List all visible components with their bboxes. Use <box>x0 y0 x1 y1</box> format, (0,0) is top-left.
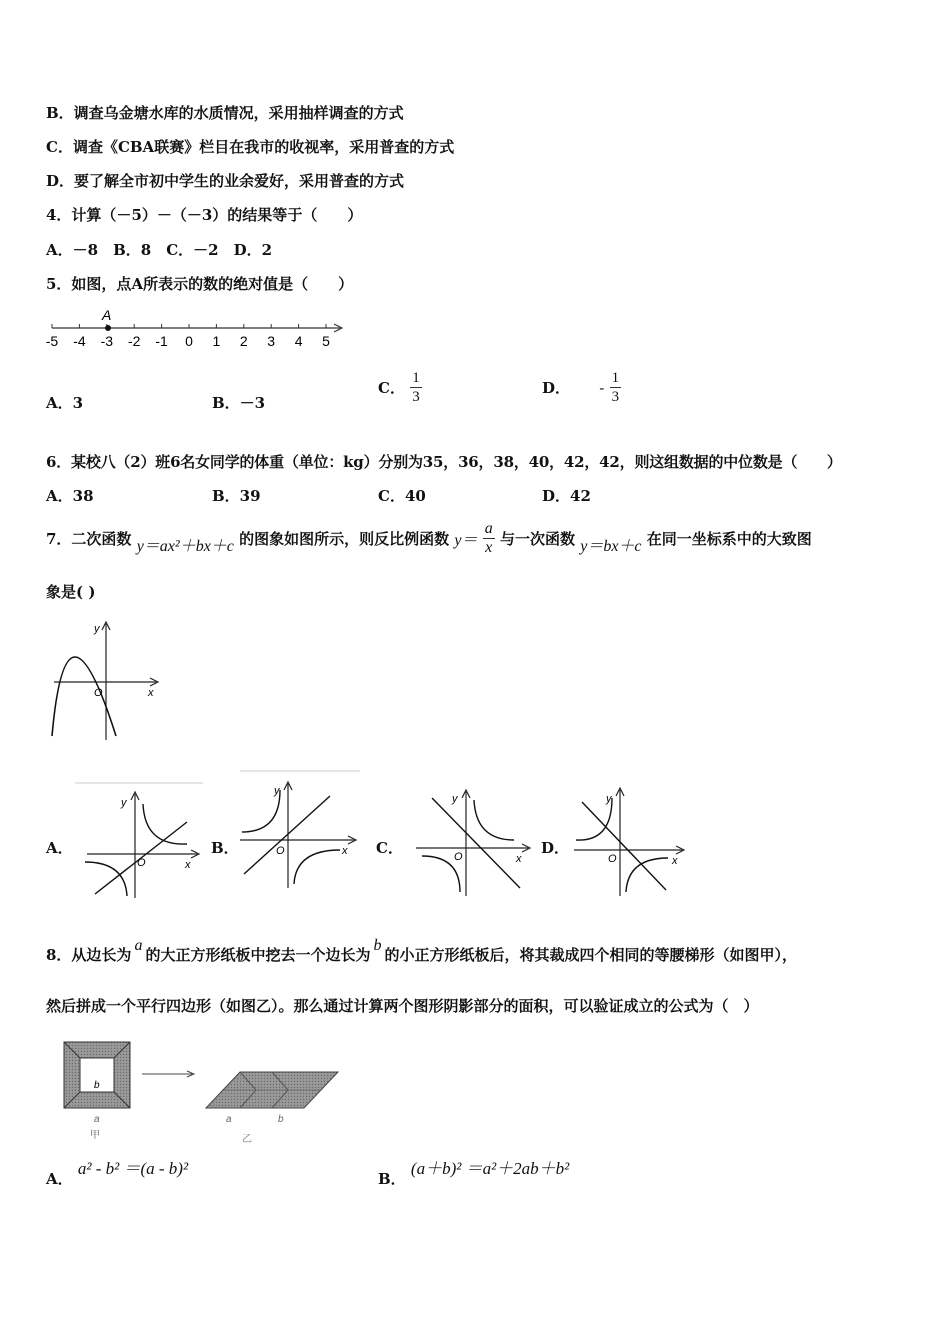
q6-option-a: A．38 <box>46 487 94 505</box>
x-axis-label: x <box>185 859 191 871</box>
point-a-dot <box>105 325 111 331</box>
q5-option-b: B．－3 <box>212 394 266 412</box>
number-line-tick-label: 4 <box>294 333 303 349</box>
q3-option-d: D．要了解全市初中学生的业余爱好，采用普查的方式 <box>46 172 405 190</box>
q6-stem: 6．某校八（2）班6名女同学的体重（单位：kg）分别为35，36，38，40，42，42，则这组数据的中位数是（ ） <box>46 453 842 471</box>
label-b: b <box>94 1080 100 1091</box>
number-line-tick-label: -4 <box>73 333 86 349</box>
label-yi: 乙 <box>242 1134 252 1145</box>
q7-formula-inverse-left: y＝ <box>454 532 478 549</box>
fraction-denominator: 3 <box>611 389 620 405</box>
number-line-tick-label: -2 <box>127 333 141 349</box>
label-a: a <box>94 1114 100 1125</box>
q5-stem: 5．如图，点A所表示的数的绝对值是（ ） <box>46 275 354 293</box>
linear-line <box>582 802 666 890</box>
q3-option-c: C．调查《CBA联赛》栏目在我市的收视率，采用普查的方式 <box>46 138 455 156</box>
q5-option-d-sign: - <box>599 378 605 397</box>
q8-stem-line1 <box>46 937 797 965</box>
label-jia: 甲 <box>90 1130 100 1141</box>
q5-option-a: A．3 <box>46 394 84 412</box>
fraction-numerator: a <box>484 520 493 537</box>
number-line-tick-label: 5 <box>322 333 330 349</box>
q7-formula-linear: y＝bx＋c <box>580 538 642 555</box>
q7-option-b-label: B． <box>211 839 239 857</box>
q5-number-line <box>40 300 360 360</box>
fraction-denominator: 3 <box>412 389 420 405</box>
q7-parabola-graph <box>46 618 166 743</box>
q7-stem-part3: 与一次函数 <box>499 530 575 548</box>
hyperbola-branch-lower <box>294 850 340 884</box>
q6-option-d: D．42 <box>542 487 591 505</box>
q8-stem-part2: 的大正方形纸板中挖去一个边长为 <box>145 946 371 964</box>
q8-stem-part3: 的小正方形纸板后，将其裁成四个相同的等腰梯形（如图甲）， <box>384 946 797 964</box>
origin-label: O <box>276 845 285 857</box>
q5-option-c <box>378 369 422 406</box>
q7-formula-quadratic: y＝ax²＋bx＋c <box>136 538 234 555</box>
q7-stem-part1: 7．二次函数 <box>46 530 132 548</box>
origin-label: O <box>137 857 146 869</box>
hyperbola-branch-lower <box>626 858 668 892</box>
q8-option-b-formula: (a＋b)² ＝a²＋2ab＋b² <box>410 1159 570 1178</box>
q6-option-b: B．39 <box>212 487 261 505</box>
q7-stem-part2: 的图象如图所示，则反比例函数 <box>239 530 450 548</box>
y-axis-label: y <box>121 797 127 809</box>
fraction-numerator: 1 <box>412 370 420 386</box>
origin-label: O <box>454 851 463 863</box>
number-line-tick-label: 1 <box>212 333 221 349</box>
q7-stem-part4: 在同一坐标系中的大致图 <box>646 530 812 548</box>
number-line-tick-label: -5 <box>45 333 59 349</box>
q7-option-c-label: C． <box>376 839 403 857</box>
origin-label: O <box>608 853 617 865</box>
q4-options: A．－8 B．8 C．－2 D．2 <box>46 241 273 259</box>
fraction-numerator: 1 <box>611 370 620 386</box>
q8-option-b-label: B． <box>378 1170 406 1188</box>
q7-option-a-label: A． <box>46 839 73 857</box>
number-line-tick-label: 3 <box>267 333 276 349</box>
q7-option-c-graph <box>410 782 540 900</box>
label-a: a <box>226 1114 232 1125</box>
hyperbola-branch-upper <box>143 804 187 844</box>
q8-option-a-formula: a² - b² ＝(a - b)² <box>77 1159 189 1178</box>
x-axis-label: x <box>516 853 522 865</box>
q7-option-d-label: D． <box>541 839 570 857</box>
y-axis-label: y <box>94 623 100 635</box>
y-axis-label: y <box>274 785 280 797</box>
q5-option-c-fraction <box>410 369 422 406</box>
q3-option-b: B．调查乌金塘水库的水质情况，采用抽样调查的方式 <box>46 104 404 122</box>
q8-option-b <box>378 1159 570 1189</box>
x-axis-label: x <box>672 855 678 867</box>
q7-formula-inverse-fraction <box>483 520 495 557</box>
q5-option-c-label: C． <box>378 379 405 397</box>
q8-option-a <box>46 1159 189 1189</box>
q8-stem-line2: 然后拼成一个平行四边形（如图乙）。那么通过计算两个图形阴影部分的面积，可以验证成立的公式为（ ） <box>46 997 759 1015</box>
q7-stem-line1 <box>46 520 812 557</box>
point-a-label: A <box>102 307 112 323</box>
origin-label: O <box>94 687 103 699</box>
number-line-tick-label: -3 <box>100 333 114 349</box>
number-line-tick-label: 0 <box>185 333 193 349</box>
number-line-tick-label: 2 <box>239 333 248 349</box>
hyperbola-branch-upper <box>474 800 514 840</box>
q8-figures <box>56 1038 356 1146</box>
q5-option-d-fraction <box>610 369 622 406</box>
q8-var-b: b <box>373 937 382 954</box>
y-axis-label: y <box>452 793 458 805</box>
q8-var-a: a <box>134 937 143 954</box>
y-axis-label: y <box>606 793 612 805</box>
label-b: b <box>278 1114 284 1125</box>
q7-stem-line2: 象是( ) <box>46 583 96 601</box>
q7-option-a-graph <box>75 782 205 900</box>
fraction-denominator: x <box>485 539 493 556</box>
hyperbola-branch-lower <box>85 862 127 896</box>
x-axis-label: x <box>148 687 154 699</box>
q6-option-c: C．40 <box>378 487 426 505</box>
linear-line <box>244 796 330 874</box>
figure-yi <box>206 1072 338 1145</box>
q8-option-a-label: A． <box>46 1170 73 1188</box>
q7-option-d-graph <box>568 782 698 900</box>
x-axis-label: x <box>342 845 348 857</box>
number-line-tick-label: -1 <box>155 333 168 349</box>
q8-stem-part1: 8．从边长为 <box>46 946 132 964</box>
q7-option-b-graph <box>236 770 366 890</box>
q5-option-d <box>542 369 621 406</box>
q5-option-d-label: D． <box>542 379 571 397</box>
q4-stem: 4．计算（－5）－（－3）的结果等于（ ） <box>46 206 363 224</box>
figure-jia <box>64 1042 130 1141</box>
